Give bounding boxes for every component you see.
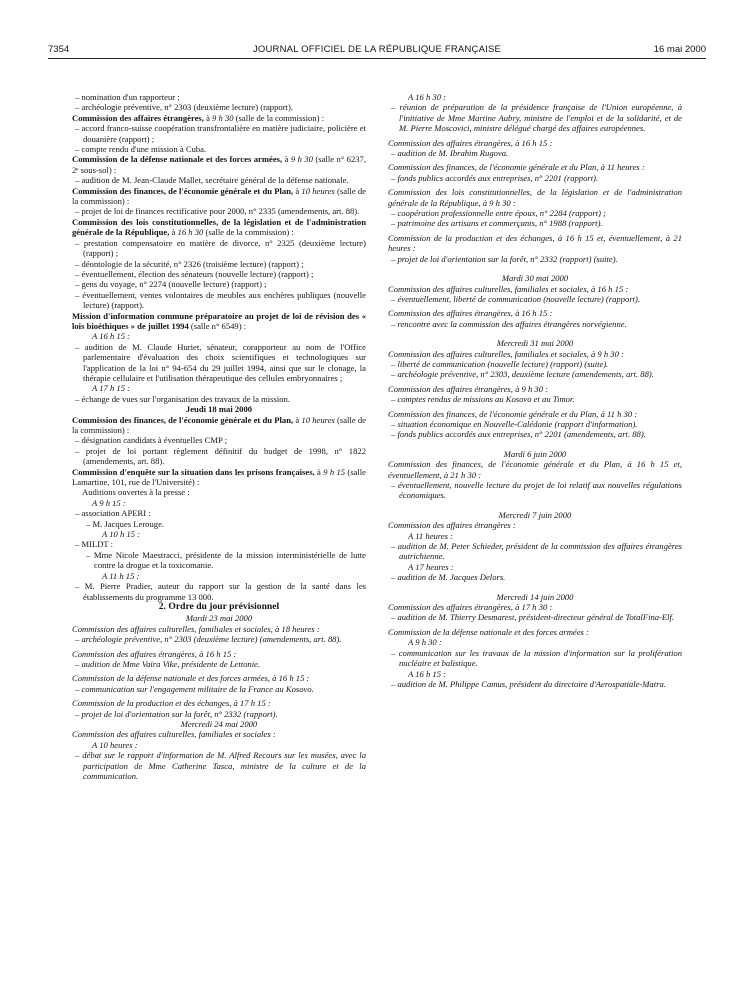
agenda-item: – compte rendu d'une mission à Cuba.	[75, 144, 207, 155]
committee-entry: Commission de la production et des échanges, à 16 h 15 et, éventuellement, à 21 heures :	[388, 232, 682, 254]
agenda-item: – réunion de préparation de la présidence française de l'Union européenne, à l'initiative de Mme Martine Aubry, ministre de l'emploi et de la solidarité, et de M. Pierre Moscovici, ministre délégué chargé des affaires européennes.	[391, 102, 682, 134]
agenda-item: – archéologie préventive, n° 2303 (deuxième lecture) (rapport).	[75, 102, 293, 113]
agenda-item: – M. Jacques Lerouge.	[86, 518, 165, 529]
committee-name: Commission d'enquête sur la situation dans les prisons françaises,	[72, 466, 315, 477]
agenda-item: – audition de M. Ibrahim Rugova.	[391, 148, 509, 159]
agenda-item: – archéologie préventive, n° 2303, deuxième lecture (amendements, art. 88).	[391, 369, 654, 380]
committee-entry	[72, 415, 366, 436]
agenda-item: – audition de M. Philippe Camus, président du directoire d'Aerospatiale-Matra.	[391, 678, 666, 689]
meeting-time: 9 h 15	[323, 466, 346, 477]
meeting-room: (salle Lamartine, 101, rue de l'Université) :	[72, 466, 366, 488]
agenda-item: – audition de M. Jean-Claude Mallet, secrétaire général de la défense nationale.	[75, 175, 349, 186]
text-fragment: à	[293, 185, 302, 196]
left-column	[72, 92, 366, 781]
committee-entry: Commission des affaires culturelles, familiales et sociales, à 16 h 15 :	[388, 283, 629, 294]
agenda-item: – comptes rendus de missions au Kosovo et au Timor.	[391, 394, 575, 405]
committee-entry: Commission des lois constitutionnelles, de la législation et de l'administration générale de la République, à 9 h 30 :	[388, 187, 682, 208]
running-header	[48, 44, 706, 59]
agenda-item: – association APERI :	[75, 508, 151, 519]
agenda-item: – gens du voyage, n° 2274 (nouvelle lecture) (rapport) ;	[75, 279, 267, 290]
page-number: 7354	[48, 44, 70, 55]
time-slot: A 17 h 15 :	[92, 383, 131, 394]
committee-entry	[72, 217, 366, 238]
day-heading: Mercredi 24 mai 2000	[180, 718, 258, 729]
agenda-item: – projet de loi d'orientation sur la forêt, n° 2332 (rapport) (suite).	[391, 253, 618, 264]
text-fragment: à	[203, 112, 213, 123]
day-heading: Mercredi 7 juin 2000	[498, 509, 572, 520]
meeting-time: 10 heures	[301, 414, 335, 425]
agenda-item: – éventuellement, ventes volontaires de meubles aux enchères publiques (nouvelle lecture) (rapport).	[75, 289, 366, 311]
meeting-room: (salle de la commission) :	[72, 185, 366, 207]
agenda-item: – éventuellement, liberté de communication (nouvelle lecture) (rapport).	[391, 293, 641, 304]
time-slot: A 10 heures :	[92, 739, 138, 750]
agenda-item: – désignation candidats à éventuelles CMP ;	[75, 435, 227, 446]
time-slot: A 17 heures :	[408, 561, 454, 572]
agenda-item: – nomination d'un rapporteur ;	[75, 92, 180, 102]
committee-entry: Commission des affaires étrangères, à 16 h 15 :	[72, 648, 237, 659]
text-fragment: à	[314, 466, 324, 477]
meeting-room: (salle de la commission) :	[203, 227, 294, 238]
agenda-item: – prestation compensatoire en matière de divorce, n° 2325 (deuxième lecture) (rapport) ;	[75, 237, 366, 259]
day-heading: Jeudi 18 mai 2000	[185, 404, 253, 415]
committee-entry: Commission des finances, de l'économie générale et du Plan, à 11 heures :	[388, 162, 645, 173]
time-slot: A 11 heures :	[408, 530, 453, 541]
agenda-item: – audition de Mme Vaira Vike, présidente de Lettonie.	[75, 658, 261, 669]
agenda-item: – audition de M. Peter Schieder, président de la commission des affaires étrangères autrichienne.	[391, 541, 682, 562]
committee-name: Commission des finances, de l'économie générale et du Plan,	[72, 414, 294, 425]
time-slot: A 16 h 15 :	[408, 668, 447, 679]
committee-entry	[72, 186, 366, 207]
text-fragment: à	[282, 154, 291, 165]
committee-entry	[72, 154, 366, 175]
time-slot: A 16 h 30 :	[408, 92, 447, 102]
text-fragment: à	[169, 227, 178, 238]
agenda-item: – fonds publics accordés aux entreprises, n° 2201 (amendements, art. 88).	[391, 429, 646, 440]
committee-name: Commission des finances, de l'économie générale et du Plan,	[72, 185, 294, 196]
agenda-item: – patrimoine des artisans et commerçants, n° 1988 (rapport).	[391, 218, 603, 229]
committee-entry: Commission des finances, de l'économie générale et du Plan, à 11 h 30 :	[388, 408, 638, 419]
issue-date: 16 mai 2000	[653, 44, 706, 55]
agenda-item: – archéologie préventive, n° 2303 (deuxième lecture) (amendements, art. 88).	[75, 634, 342, 645]
time-slot: A 9 h 15 :	[92, 497, 126, 508]
meeting-time: 16 h 30	[177, 227, 204, 238]
agenda-item: – projet de loi d'orientation sur la forêt, n° 2332 (rapport).	[75, 708, 278, 719]
committee-entry: Commission des affaires étrangères, à 16 h 15 :	[388, 137, 553, 148]
day-heading: Mardi 23 mai 2000	[185, 613, 253, 624]
journal-title: JOURNAL OFFICIEL DE LA RÉPUBLIQUE FRANÇAISE	[252, 44, 502, 55]
committee-entry: Commission des affaires étrangères, à 17 h 30 :	[388, 602, 553, 613]
committee-name: Commission des affaires étrangères,	[72, 112, 204, 123]
committee-name: Mission d'information commune préparatoire au projet de loi de révision des « lois bioéthiques » de juillet 1994	[72, 310, 366, 331]
committee-entry	[72, 467, 366, 488]
committee-entry: Commission des affaires étrangères :	[388, 520, 516, 531]
committee-entry	[72, 311, 366, 332]
agenda-item: – communication sur l'engagement militaire de la France au Kosovo.	[75, 683, 314, 694]
section-heading: 2. Ordre du jour prévisionnel	[158, 600, 280, 612]
meeting-room: (salle n° 6237, 2ᵉ sous-sol) :	[72, 154, 366, 175]
agenda-item: – projet de loi de finances rectificative pour 2000, n° 2335 (amendements, art. 88).	[75, 206, 360, 217]
agenda-item: – liberté de communication (nouvelle lecture) (rapport) (suite).	[391, 358, 609, 369]
meeting-room: (salle de la commission) :	[233, 112, 324, 123]
committee-entry: Commission des affaires étrangères, à 16 h 15 :	[388, 308, 553, 319]
committee-entry: Commission des affaires étrangères, à 9 h 30 :	[388, 383, 549, 394]
committee-entry: Commission des affaires culturelles, familiales et sociales, à 18 heures :	[72, 623, 320, 634]
agenda-item: – débat sur le rapport d'information de M. Alfred Recours sur les musées, avec la participation de Mme Catherine Tasca, ministre de la culture et de la communication.	[75, 750, 366, 781]
note: Auditions ouvertes à la presse :	[82, 487, 190, 498]
day-heading: Mardi 6 juin 2000	[503, 448, 567, 459]
meeting-room: (salle de la commission) :	[72, 414, 366, 435]
committee-name: Commission de la défense nationale et des forces armées,	[72, 154, 283, 165]
committee-entry: Commission de la défense nationale et des forces armées :	[388, 626, 589, 637]
right-column	[388, 92, 682, 689]
committee-name: Commission des lois constitutionnelles, de la législation et de l'administration générale de la République,	[72, 216, 366, 238]
meeting-time: 9 h 30	[290, 154, 313, 165]
committee-entry	[72, 113, 366, 123]
meeting-room: (salle n° 6549) :	[188, 320, 247, 331]
committee-entry: Commission des affaires culturelles, familiales et sociales :	[72, 729, 276, 740]
day-heading: Mercredi 14 juin 2000	[496, 591, 574, 602]
agenda-item: – éventuellement, nouvelle lecture du projet de loi relatif aux nouvelles régulations économiques.	[391, 480, 682, 501]
text-fragment: à	[293, 414, 302, 425]
time-slot: A 9 h 30 :	[408, 637, 442, 648]
agenda-item: – communication sur les travaux de la mission d'information sur la prolifération nucléaire et balistique.	[391, 647, 682, 669]
agenda-item: – fonds publics accordés aux entreprises, n° 2201 (rapport).	[391, 172, 599, 183]
day-heading: Mercredi 31 mai 2000	[496, 338, 574, 349]
agenda-item: – accord franco-suisse coopération transfrontalière en matière judiciaire, policière et douanière (rapport) ;	[75, 123, 366, 144]
meeting-time: 10 heures	[301, 185, 335, 196]
agenda-item: – audition de M. Thierry Desmarest, président-directeur général de TotalFina-Elf.	[391, 612, 675, 623]
committee-entry: Commission des finances, de l'économie générale et du Plan, à 16 h 15 et, éventuellement, à 21 h 30 :	[388, 459, 682, 480]
agenda-item: – rencontre avec la commission des affaires étrangères norvégienne.	[391, 318, 627, 329]
agenda-item: – audition de M. Jacques Delors.	[391, 572, 506, 583]
meeting-time: 9 h 30	[212, 112, 234, 123]
committee-entry: Commission de la production et des échanges, à 17 h 15 :	[72, 698, 271, 709]
agenda-item: – projet de loi portant règlement définitif du budget de 1998, n° 1822 (amendements, art. 88).	[75, 445, 366, 467]
agenda-item: – éventuellement, élection des sénateurs (nouvelle lecture) (rapport) ;	[75, 268, 314, 279]
agenda-item: – M. Pierre Pradier, auteur du rapport sur la gestion de la santé dans les établissements du programme 13 000.	[75, 581, 366, 602]
agenda-item: – audition de M. Claude Huriet, sénateur, corapporteur au nom de l'Office parlementaire d'évaluation des choix scientifiques et technologiques sur l'application de la loi n° 94-654 du 29 juillet 1994, ainsi que sur le clonage, la thérapie cellulaire et l'utilisation thérapeutique des cellules embryonnaires ;	[75, 341, 366, 383]
agenda-item: – situation économique en Nouvelle-Calédonie (rapport d'information).	[391, 418, 638, 429]
time-slot: A 10 h 15 :	[102, 529, 141, 540]
day-heading: Mardi 30 mai 2000	[501, 273, 569, 284]
committee-entry: Commission des affaires culturelles, familiales et sociales, à 9 h 30 :	[388, 348, 624, 359]
agenda-item: – coopération professionnelle entre époux, n° 2284 (rapport) ;	[391, 208, 606, 219]
agenda-item: – MILDT :	[75, 539, 114, 550]
time-slot: A 16 h 15 :	[92, 331, 131, 342]
time-slot: A 11 h 15 :	[102, 570, 140, 581]
agenda-item: – Mme Nicole Maestracci, présidente de la mission interministérielle de lutte contre la drogue et la toxicomanie.	[86, 549, 366, 571]
agenda-item: – échange de vues sur l'organisation des travaux de la mission.	[75, 393, 290, 404]
committee-entry: Commission de la défense nationale et des forces armées, à 16 h 15 :	[72, 673, 310, 684]
agenda-item: – déontologie de la sécurité, n° 2326 (troisième lecture) (rapport) ;	[75, 258, 304, 269]
